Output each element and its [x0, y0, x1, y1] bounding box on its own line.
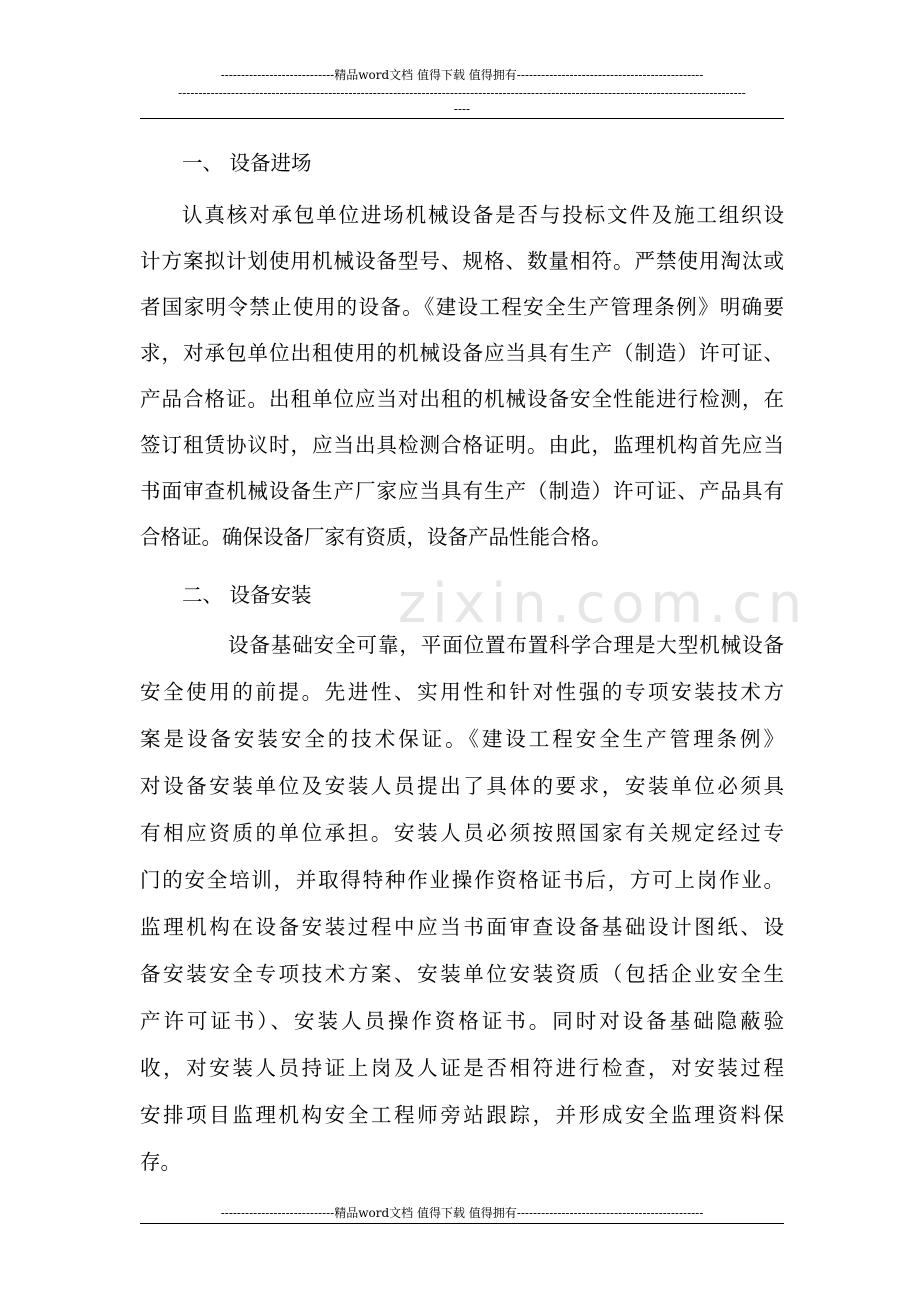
- header-dash-line: --------------------------------------------------------------------------------------------------------------------------------------------: [178, 86, 746, 100]
- paragraph-line: 签订租赁协议时，应当出具检测合格证明。由此，监理机构首先应当: [140, 433, 784, 457]
- watermark: zixin.com.cn: [398, 572, 809, 635]
- paragraph-line: 设备基础安全可靠，平面位置布置科学合理是大型机械设备: [228, 633, 784, 657]
- paragraph-line: 求，对承包单位出租使用的机械设备应当具有生产（制造）许可证、: [140, 341, 784, 365]
- paragraph-line: 认真核对承包单位进场机械设备是否与投标文件及施工组织设: [182, 203, 784, 227]
- paragraph-line: 对设备安装单位及安装人员提出了具体的要求，安装单位必须具: [140, 774, 784, 798]
- header-dash-tail: ----: [453, 102, 471, 116]
- paragraph-line: 存。: [140, 1150, 181, 1174]
- header-banner: ----------------------------精品word文档 值得下载 值得拥有----------------------------------------------: [220, 68, 704, 82]
- footer-banner: ----------------------------精品word文档 值得下载 值得拥有----------------------------------------------: [220, 1206, 704, 1220]
- paragraph-line: 产许可证书）、安装人员操作资格证书。同时对设备基础隐蔽验: [140, 1009, 784, 1033]
- paragraph-line: 收，对安装人员持证上岗及人证是否相符进行检查，对安装过程: [140, 1056, 784, 1080]
- paragraph-line: 书面审查机械设备生产厂家应当具有生产（制造）许可证、产品具有: [140, 479, 784, 503]
- paragraph-line: 产品合格证。出租单位应当对出租的机械设备安全性能进行检测，在: [140, 387, 784, 411]
- section-heading-1: 一、 设备进场: [182, 151, 312, 175]
- paragraph-line: 计方案拟计划使用机械设备型号、规格、数量相符。严禁使用淘汰或: [140, 249, 784, 273]
- paragraph-line: 案是设备安装安全的技术保证。《建设工程安全生产管理条例》: [140, 727, 784, 751]
- paragraph-line: 门的安全培训，并取得特种作业操作资格证书后，方可上岗作业。: [140, 868, 784, 892]
- paragraph-line: 监理机构在设备安装过程中应当书面审查设备基础设计图纸、设: [140, 915, 784, 939]
- section-heading-2: 二、 设备安装: [182, 583, 312, 607]
- paragraph-line: 备安装安全专项技术方案、安装单位安装资质（包括企业安全生: [140, 962, 784, 986]
- header-rule: [140, 118, 784, 119]
- footer-rule: [140, 1223, 784, 1224]
- paragraph-line: 安全使用的前提。先进性、实用性和针对性强的专项安装技术方: [140, 680, 784, 704]
- paragraph-line: 有相应资质的单位承担。安装人员必须按照国家有关规定经过专: [140, 821, 784, 845]
- paragraph-line: 者国家明令禁止使用的设备。《建设工程安全生产管理条例》明确要: [140, 295, 784, 319]
- paragraph-line: 安排项目监理机构安全工程师旁站跟踪，并形成安全监理资料保: [140, 1103, 784, 1127]
- paragraph-line: 合格证。确保设备厂家有资质，设备产品性能合格。: [140, 525, 612, 549]
